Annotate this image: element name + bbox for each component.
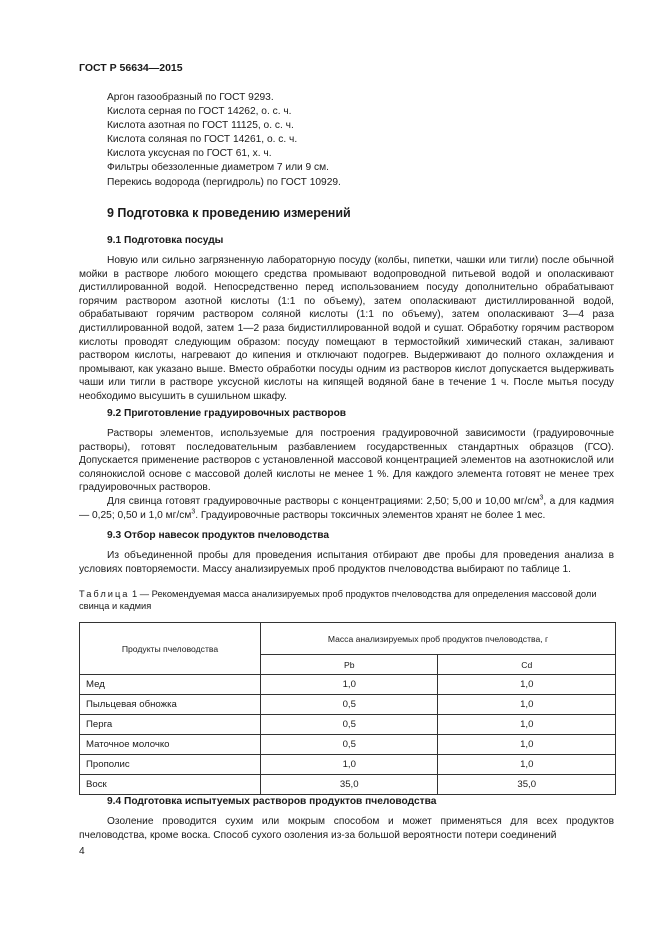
table-row: Перга 0,5 1,0 xyxy=(80,715,616,735)
table-caption: Таблица 1 — Рекомендуемая масса анализируемых проб продуктов пчеловодства для определения массовой доли свинца и кадмия xyxy=(79,589,597,611)
page-header: ГОСТ Р 56634—2015 xyxy=(79,62,183,74)
table-row: Воск 35,0 35,0 xyxy=(80,775,616,795)
table-row: Мед 1,0 1,0 xyxy=(80,675,616,695)
paragraph: Из объединенной пробы для проведения испытания отбирают две пробы для проведения анализа в условиях повторяемости. Массу анализируемых проб продуктов пчеловодства выбирают по таблице 1. xyxy=(79,550,614,575)
table-1 xyxy=(79,622,616,795)
list-item: Перекись водорода (пергидроль) по ГОСТ 10929. xyxy=(107,176,341,188)
paragraph: Для свинца готовят градуировочные растворы с концентрациями: 2,50; 5,00 и 10,00 $мг/см^3$, а для кадмия — 0,25; 0,50 и 1,0 $мг/см^3$. Градуировочные растворы токсичных элементов хранят не более 1 мес. xyxy=(79,494,614,521)
column-header-cd: Cd xyxy=(438,655,616,675)
table-row: Пыльцевая обножка 0,5 1,0 xyxy=(80,695,616,715)
list-item: Фильтры обеззоленные диаметром 7 или 9 см. xyxy=(107,162,329,174)
list-item: Кислота серная по ГОСТ 14262, о. с. ч. xyxy=(107,106,292,118)
section-9-3-text xyxy=(79,549,614,576)
list-item: Кислота азотная по ГОСТ 11125, о. с. ч. xyxy=(107,120,294,132)
reagent-list xyxy=(107,91,341,190)
paragraph: Новую или сильно загрязненную лабораторную посуду (колбы, пипетки, чашки или тигли) после обычной мойки в растворе любого моющего средства промывают водопроводной питьевой водой и ополаскивают дистиллированной водой. Непосредственно перед использованием посуду дополнительно обрабатывают горячим раствором азотной кислоты (1:1 по объему), затем ополаскивают дистиллированной водой, обрабатывают горячим раствором соляной кислоты (1:1 по объему), затем ополаскивают 3—4 раза дистиллированной водой, затем 1—2 раза бидистиллированной водой и сушат. Обработку горячим раствором кислоты проводят следующим образом: посуду помещают в термостойкий химический стакан, заливают раствором кислоты, нагревают до кипения и отключают подогрев. Выдерживают до полного охлаждения и промывают, как указано выше. Вместо обработки посуды одним из растворов кислот допускается выдерживать чаши или тигли в растворе уксусной кислоты на кипящей водяной бане в течение 1 ч. После мытья посуду необходимо высушить в сушильном шкафу. xyxy=(79,255,614,402)
section-9-2-text xyxy=(79,427,614,522)
section-9-4-text xyxy=(79,815,614,842)
page-number: 4 xyxy=(79,846,85,857)
list-item: Кислота уксусная по ГОСТ 61, х. ч. xyxy=(107,148,272,160)
paragraph: Растворы элементов, используемые для построения градуировочной зависимости (градуировочные растворы), готовят последовательным разбавлением государственных стандартных образцов (ГСО). Допускается применение растворов с установленной массовой концентрацией элементов на азотнокислой или солянокислой основе с массовой долей кислоты не менее 1 %. Для каждого элемента готовят не менее трех градуировочных растворов. xyxy=(79,428,614,494)
column-header-product: Продукты пчеловодства xyxy=(80,623,261,675)
section-9-2-heading: 9.2 Приготовление градуировочных растворов xyxy=(107,408,347,419)
list-item: Аргон газообразный по ГОСТ 9293. xyxy=(107,92,274,103)
section-9-heading: 9 Подготовка к проведению измерений xyxy=(107,206,351,220)
list-item: Кислота соляная по ГОСТ 14261, о. с. ч. xyxy=(107,134,298,146)
section-9-1-heading: 9.1 Подготовка посуды xyxy=(107,235,224,246)
table-row: Прополис 1,0 1,0 xyxy=(80,755,616,775)
table-row: Маточное молочко 0,5 1,0 xyxy=(80,735,616,755)
section-9-3-heading: 9.3 Отбор навесок продуктов пчеловодства xyxy=(107,530,330,541)
column-header-pb: Pb xyxy=(261,655,438,675)
section-9-1-text xyxy=(79,254,614,404)
section-9-4-heading: 9.4 Подготовка испытуемых растворов продуктов пчеловодства xyxy=(107,796,437,807)
column-header-mass: Масса анализируемых проб продуктов пчеловодства, г xyxy=(261,623,616,655)
paragraph: Озоление проводится сухим или мокрым способом и может применяться для всех продуктов пчеловодства, кроме воска. Способ сухого озоления из-за большой вероятности потери соединений xyxy=(79,816,614,841)
